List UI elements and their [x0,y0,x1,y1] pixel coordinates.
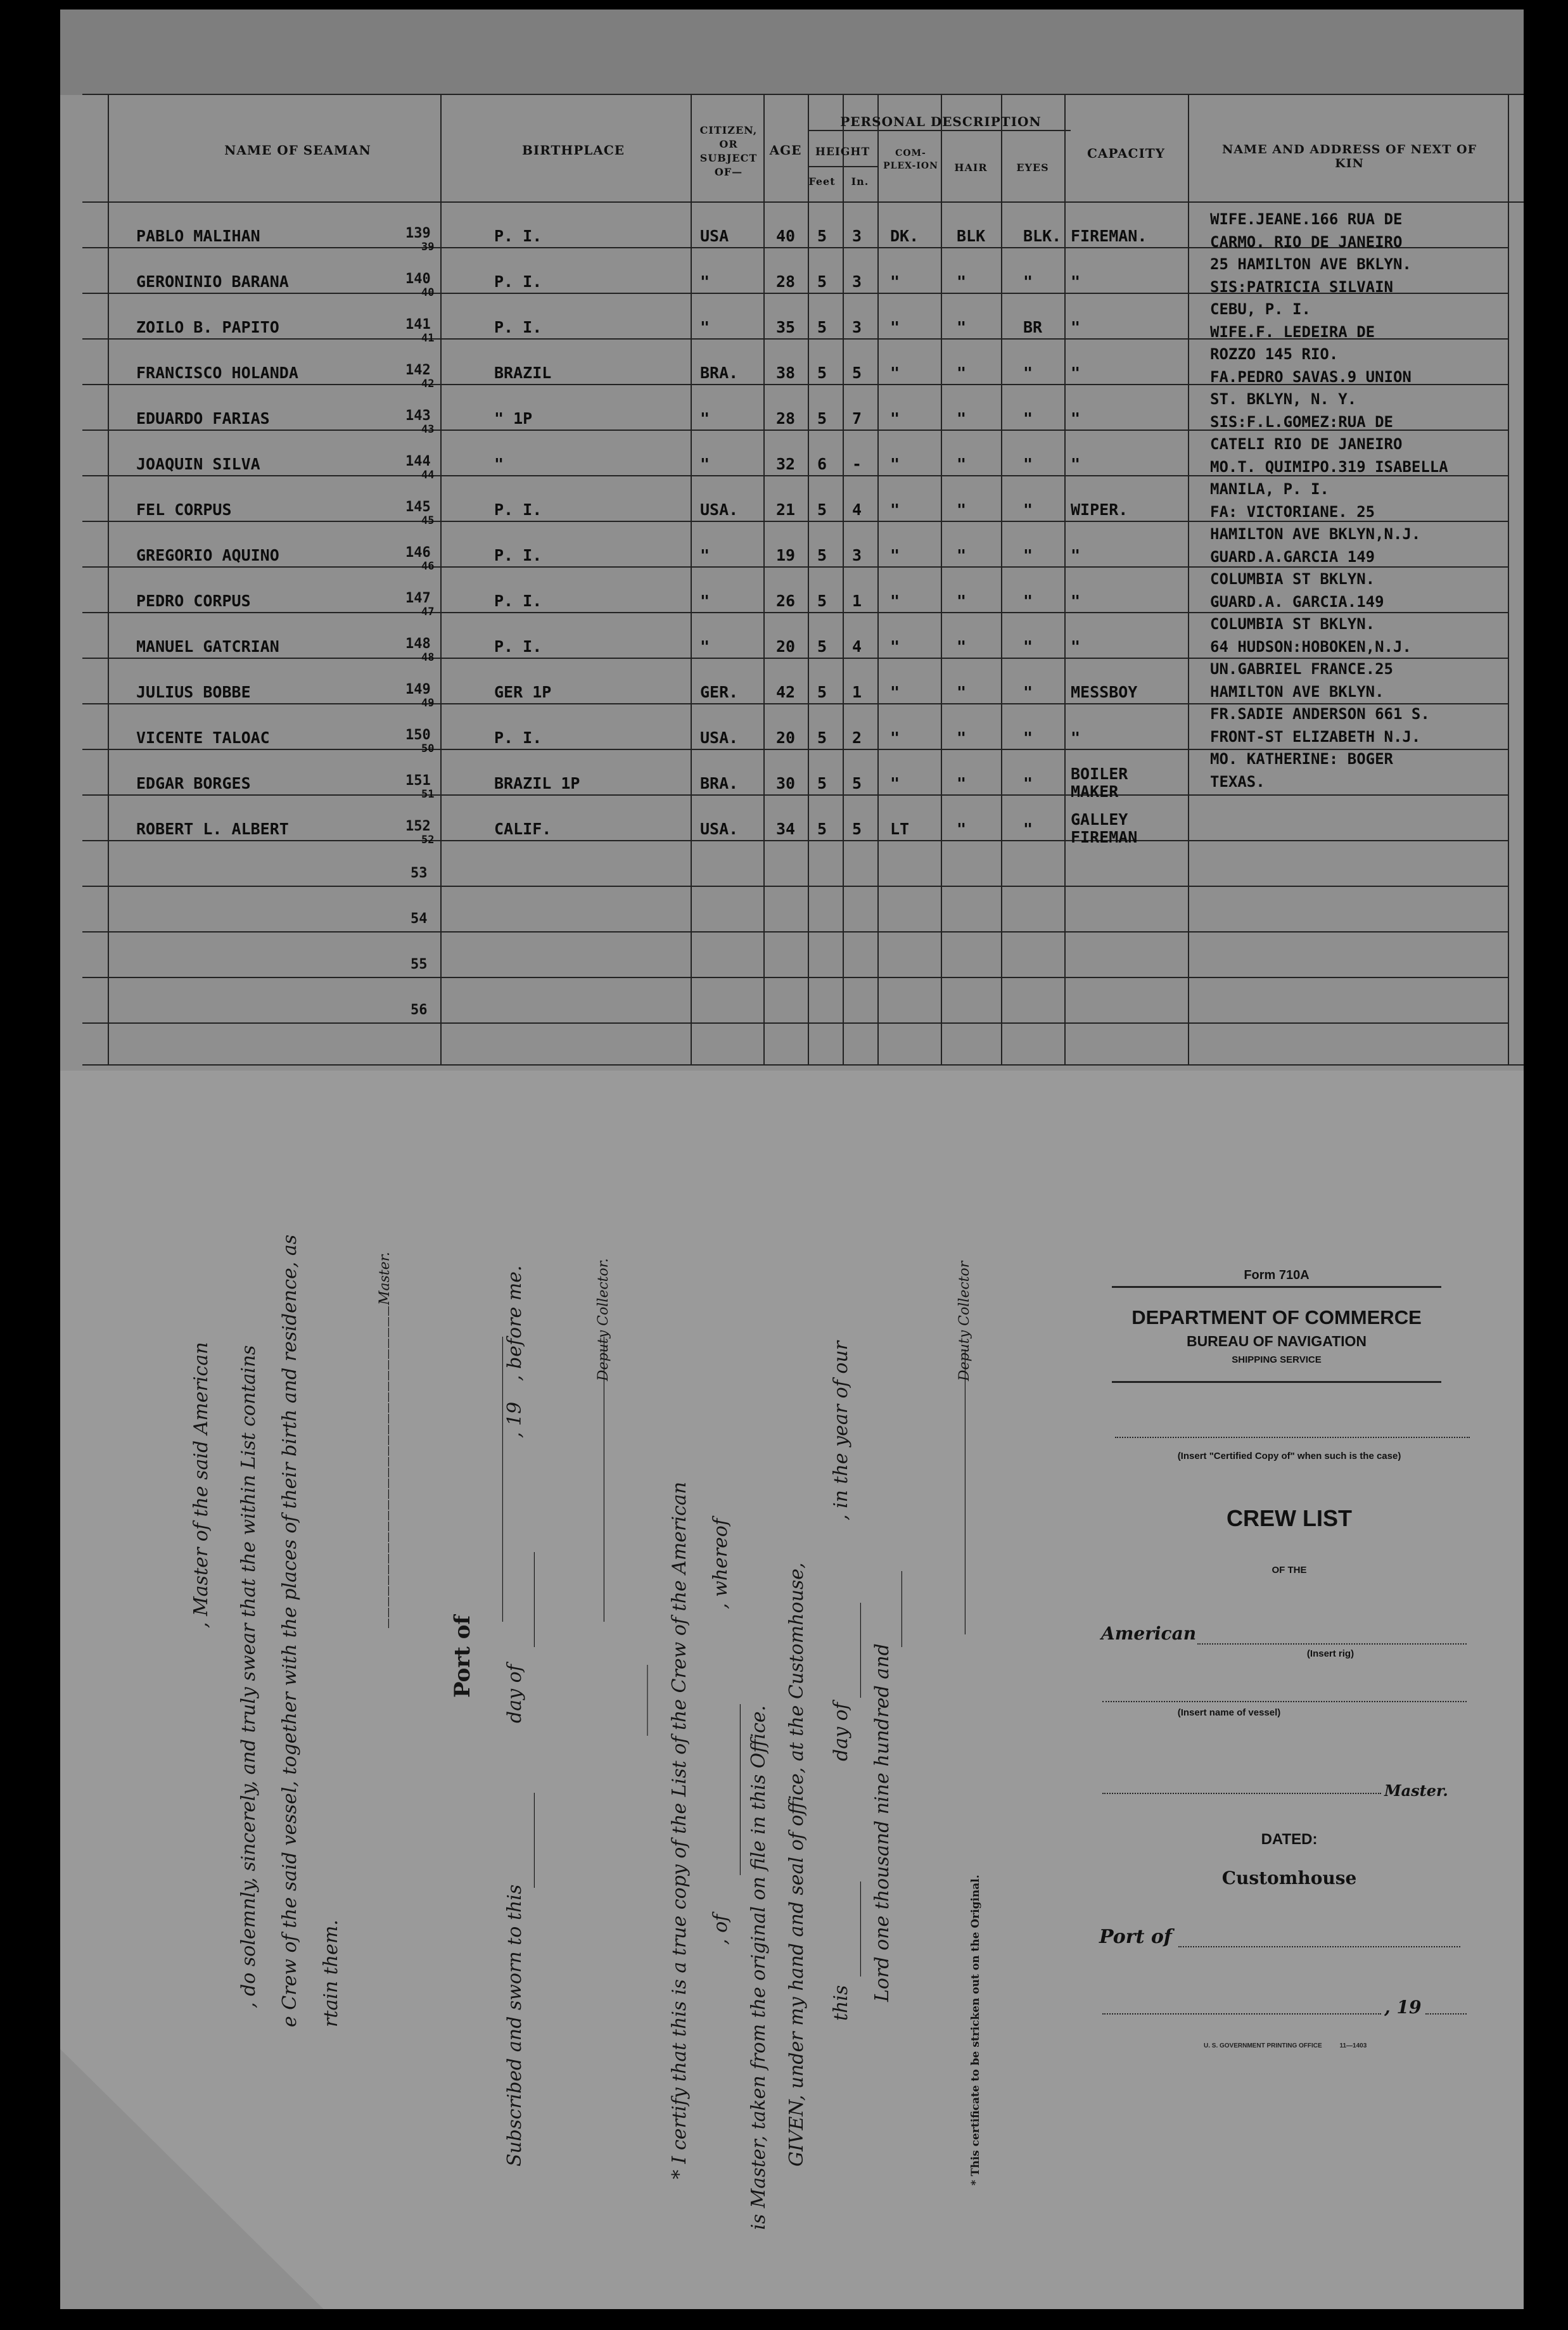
next-of-kin-line: GUARD.A.GARCIA 149 [1210,547,1375,566]
certify-of: , of [710,1914,732,1945]
header-inches: In. [851,175,869,188]
table-rule [1508,94,1509,1066]
citizenship: " [700,592,710,610]
birthplace: GER 1P [494,683,552,701]
table-rule [763,94,765,1066]
insert-certified-note: (Insert "Certified Copy of" when such is the case) [1177,1451,1401,1461]
hair: " [957,546,967,564]
height-feet: 5 [817,364,827,382]
next-of-kin-line: 25 HAMILTON AVE BKLYN. [1210,255,1412,273]
service-title: SHIPPING SERVICE [1232,1354,1322,1365]
certify-master-taken: is Master, taken from the original on file in this Office. [748,1705,770,2230]
next-of-kin-line: WIFE.F. LEDEIRA DE [1210,322,1375,341]
header-birthplace: BIRTHPLACE [521,143,625,158]
nineteen-label: , 19 [1384,1997,1422,2018]
row-number: 148 [405,636,431,652]
next-of-kin-line: FR.SADIE ANDERSON 661 S. [1210,705,1430,723]
certify-blank-month: __________ [839,1603,862,1698]
row-number-sub: 39 [421,241,435,253]
citizenship: USA. [700,729,739,747]
height-inches: 3 [852,227,862,245]
age: 26 [776,592,796,610]
height-inches: 4 [852,637,862,656]
row-number-sub: 42 [421,378,435,390]
form-number: Form 710A [1244,1268,1310,1282]
row-number-sub: 50 [421,742,435,755]
capacity: " [1071,637,1081,656]
seaman-name: GREGORIO AQUINO [136,546,279,564]
header-next-of-kin: NAME AND ADDRESS OF NEXT OF KIN [1221,143,1477,170]
capacity: " [1071,272,1081,291]
seaman-name: FEL CORPUS [136,500,232,519]
table-rule [1001,94,1002,1066]
next-of-kin-line: SIS:F.L.GOMEZ:RUA DE [1210,412,1393,431]
citizenship: USA [700,227,729,245]
next-of-kin-line: FA: VICTORIANE. 25 [1210,502,1375,521]
oath-blank-month: __________ [513,1552,535,1647]
date-blank[interactable] [1102,2013,1381,2015]
table-rule [82,201,1524,203]
seaman-name: VICENTE TALOAC [136,729,270,747]
row-number: 145 [405,499,431,515]
height-inches: 5 [852,820,862,838]
eyes: " [1023,637,1033,656]
next-of-kin-line: GUARD.A. GARCIA.149 [1210,592,1384,611]
certify-blank-of: __________________ [719,1704,741,1875]
citizenship: BRA. [700,364,739,382]
age: 28 [776,272,796,291]
oath-divider: ________ [627,1665,648,1736]
age: 19 [776,546,796,564]
certify-blank-deputy: ______________________________ [944,1349,966,1634]
eyes: " [1023,820,1033,838]
table-rule [941,94,942,1066]
capacity: " [1071,409,1081,428]
next-of-kin-line: FA.PEDRO SAVAS.9 UNION [1210,367,1412,386]
certify-whereof: , whereof [710,1518,732,1609]
hair: " [957,592,967,610]
eyes: " [1023,592,1033,610]
age: 32 [776,455,796,473]
birthplace: BRAZIL [494,364,552,382]
eyes: " [1023,774,1033,793]
row-number: 147 [405,590,431,606]
next-of-kin-line: MANILA, P. I. [1210,480,1329,498]
next-of-kin-line: COLUMBIA ST BKLYN. [1210,615,1375,633]
seaman-name: EDUARDO FARIAS [136,409,270,428]
age: 34 [776,820,796,838]
height-feet: 6 [817,455,827,473]
birthplace: P. I. [494,272,542,291]
height-inches: 5 [852,364,862,382]
table-rule [82,566,1508,568]
birthplace: P. I. [494,318,542,336]
birthplace: P. I. [494,637,542,656]
height-inches: 2 [852,729,862,747]
eyes: " [1023,546,1033,564]
complexion: " [890,409,900,428]
capacity: BOILER MAKER [1071,765,1128,801]
certify-given: GIVEN, under my hand and seal of office, at the Customhouse, [786,1562,808,2167]
birthplace: " [494,455,504,473]
height-feet: 5 [817,592,827,610]
service-rule [1112,1381,1441,1383]
header-citizen: CITIZEN, OR SUBJECT OF— [699,124,758,178]
height-feet: 5 [817,683,827,701]
next-of-kin-line: FRONT-ST ELIZABETH N.J. [1210,727,1421,746]
table-rule [82,977,1508,978]
oath-blank-deputy: ______________________________ [583,1337,605,1622]
oath-subscribed: Subscribed and sworn to this [504,1884,526,2167]
height-inches: 1 [852,592,862,610]
header-feet: Feet [808,175,836,188]
birthplace: P. I. [494,546,542,564]
oath-blank-day: __________ [513,1793,535,1888]
citizenship: " [700,318,710,336]
table-rule [82,94,1524,95]
height-inches: 5 [852,774,862,793]
next-of-kin-line: UN.GABRIEL FRANCE.25 [1210,660,1393,678]
seaman-name: ROBERT L. ALBERT [136,820,289,838]
height-inches: 4 [852,500,862,519]
next-of-kin-line: SIS:PATRICIA SILVAIN [1210,277,1393,296]
dated-label: DATED: [1261,1831,1318,1848]
complexion: " [890,318,900,336]
next-of-kin-line: HAMILTON AVE BKLYN,N.J. [1210,525,1421,543]
citizenship: " [700,272,710,291]
age: 38 [776,364,796,382]
american-label: American [1101,1623,1197,1644]
certify-blank-year: ________ [881,1571,903,1647]
table-rule [440,94,442,1066]
port-blank[interactable] [1178,1946,1460,1947]
table-rule [843,94,844,1066]
row-number: 152 [405,818,431,834]
table-rule [1188,94,1189,1066]
height-feet: 5 [817,318,827,336]
row-number: 141 [405,317,431,333]
capacity: " [1071,546,1081,564]
complexion: " [890,455,900,473]
complexion: " [890,500,900,519]
next-of-kin-line: CARMO. RIO DE JANEIRO [1210,232,1403,251]
table-rule [82,931,1508,933]
eyes: " [1023,683,1033,701]
next-of-kin-line: WIFE.JEANE.166 RUA DE [1210,210,1403,228]
header-eyes: EYES [1016,162,1049,174]
hair: " [957,683,967,701]
row-number: 56 [411,1002,428,1018]
row-number: 55 [411,957,428,972]
table-rule [1064,94,1066,1066]
next-of-kin-line: ST. BKLYN, N. Y. [1210,390,1357,408]
complexion: " [890,592,900,610]
capacity: FIREMAN. [1071,227,1147,245]
seaman-name: JOAQUIN SILVA [136,455,260,473]
age: 42 [776,683,796,701]
row-number-sub: 41 [421,332,435,345]
seaman-name: PEDRO CORPUS [136,592,251,610]
insert-vessel-note: (Insert name of vessel) [1177,1707,1281,1718]
row-number: 143 [405,408,431,424]
table-rule [877,94,879,1066]
seaman-name: PABLO MALIHAN [136,227,260,245]
row-number: 146 [405,545,431,561]
table-rule [808,94,809,1066]
capacity: " [1071,455,1081,473]
next-of-kin-line: CATELI RIO DE JANEIRO [1210,435,1403,453]
table-rule [82,521,1508,522]
table-rule [808,130,1071,131]
of-the-label: OF THE [1272,1565,1307,1576]
oath-before-me: , before me. [504,1265,526,1381]
insert-rig-note: (Insert rig) [1306,1648,1354,1659]
header-personal-description: PERSONAL DESCRIPTION [840,114,1042,129]
oath-line-1: , Master of the said American [190,1342,212,1628]
birthplace: P. I. [494,729,542,747]
next-of-kin-line: MO.T. QUIMIPO.319 ISABELLA [1210,457,1448,476]
capacity: " [1071,364,1081,382]
citizenship: GER. [700,683,739,701]
citizenship: " [700,455,710,473]
eyes: " [1023,364,1033,382]
row-number-sub: 48 [421,651,435,664]
certify-blank-this: __________ [839,1881,862,1977]
customhouse-label: Customhouse [1221,1868,1357,1888]
seaman-name: GERONINIO BARANA [136,272,289,291]
height-feet: 5 [817,500,827,519]
height-feet: 5 [817,774,827,793]
citizenship: " [700,637,710,656]
eyes: " [1023,272,1033,291]
capacity: WIPER. [1071,500,1128,519]
seaman-name: MANUEL GATCRIAN [136,637,279,656]
hair: BLK [957,227,986,245]
hair: " [957,272,967,291]
oath-line-4: rtain them. [320,1919,342,2027]
row-number-sub: 45 [421,514,435,527]
capacity: GALLEY FIREMAN [1071,810,1138,846]
table-rule [108,94,109,1066]
table-rule [82,612,1508,613]
master-blank[interactable] [1102,1793,1381,1794]
birthplace: " 1P [494,409,533,428]
eyes: " [1023,500,1033,519]
certify-in-year: , in the year of our [830,1340,852,1520]
citizenship: BRA. [700,774,739,793]
hair: " [957,364,967,382]
certify-line: * I certify that this is a true copy of the List of the Crew of the American [668,1481,691,2179]
table-rule [691,94,692,1066]
height-feet: 5 [817,227,827,245]
age: 20 [776,637,796,656]
complexion: " [890,637,900,656]
table-rule [82,703,1508,704]
height-inches: 3 [852,318,862,336]
age: 30 [776,774,796,793]
table-rule [82,1022,1508,1024]
capacity: " [1071,729,1081,747]
oath-master-label: Master. [377,1252,393,1305]
header-capacity: CAPACITY [1087,146,1165,161]
rig-blank[interactable] [1197,1643,1467,1645]
next-of-kin-line: TEXAS. [1210,772,1265,791]
row-number: 140 [405,271,431,287]
seaman-name: EDGAR BORGES [136,774,251,793]
hair: " [957,729,967,747]
capacity: MESSBOY [1071,683,1138,701]
row-number: 144 [405,454,431,469]
seaman-name: JULIUS BOBBE [136,683,251,701]
next-of-kin-line: CEBU, P. I. [1210,300,1311,318]
eyes: BLK. [1023,227,1062,245]
complexion: " [890,272,900,291]
height-inches: 3 [852,272,862,291]
eyes: " [1023,729,1033,747]
row-number-sub: 51 [421,788,435,801]
row-number: 142 [405,362,431,378]
table-rule [82,840,1508,841]
citizenship: " [700,409,710,428]
header-age: AGE [769,143,802,158]
complexion: " [890,774,900,793]
age: 35 [776,318,796,336]
oath-day-of: day of [504,1664,526,1723]
height-inches: 7 [852,409,862,428]
oath-line-2: , do solemnly, sincerely, and truly swear that the within List contains [238,1345,260,2008]
birthplace: P. I. [494,592,542,610]
printing-office-note: U. S. GOVERNMENT PRINTING OFFICE 11—1403 [1204,2042,1367,2049]
header-complexion: COM-PLEX-ION [883,148,938,171]
height-feet: 5 [817,820,827,838]
height-inches: 3 [852,546,862,564]
citizenship: USA. [700,820,739,838]
department-title: DEPARTMENT OF COMMERCE [1131,1306,1422,1328]
eyes: BR [1023,318,1043,336]
vessel-blank[interactable] [1102,1701,1467,1702]
oath-blank-master: ______________________________ [367,1305,390,1628]
hair: " [957,409,967,428]
certify-day-of: day of [830,1702,852,1761]
height-feet: 5 [817,729,827,747]
height-inches: 1 [852,683,862,701]
row-number-sub: 49 [421,697,435,710]
header-name: NAME OF SEAMAN [224,143,371,158]
row-number: 54 [411,911,428,927]
citizenship: USA. [700,500,739,519]
bureau-title: BUREAU OF NAVIGATION [1186,1333,1367,1349]
row-number-sub: 52 [421,834,435,846]
row-number-sub: 43 [421,423,435,436]
row-number-sub: 44 [421,469,435,481]
birthplace: P. I. [494,227,542,245]
complexion: LT [890,820,910,838]
height-inches: - [852,455,862,473]
seaman-name: ZOILO B. PAPITO [136,318,279,336]
certify-footnote: * This certificate to be stricken out on the Original. [969,1875,982,2186]
complexion: DK. [890,227,919,245]
birthplace: P. I. [494,500,542,519]
year-blank[interactable] [1425,2013,1467,2015]
header-hair: HAIR [954,162,988,174]
table-rule [82,794,1508,796]
hair: " [957,637,967,656]
row-number: 139 [405,226,431,241]
certify-this: this [830,1985,852,2021]
hair: " [957,500,967,519]
next-of-kin-line: MO. KATHERINE: BOGER [1210,750,1393,768]
hair: " [957,455,967,473]
row-number: 53 [411,865,428,881]
capacity: " [1071,318,1081,336]
complexion: " [890,683,900,701]
height-feet: 5 [817,637,827,656]
oath-deputy-collector: Deputy Collector. [596,1258,611,1381]
complexion: " [890,546,900,564]
hair: " [957,774,967,793]
oath-blank-port: ______________________________ [481,1337,504,1622]
table-rule [82,886,1508,887]
top-margin-band [60,10,1524,95]
complexion: " [890,729,900,747]
age: 20 [776,729,796,747]
age: 28 [776,409,796,428]
hair: " [957,318,967,336]
row-number-sub: 40 [421,286,435,299]
height-feet: 5 [817,272,827,291]
row-number-sub: 47 [421,606,435,618]
complexion: " [890,364,900,382]
capacity: " [1071,592,1081,610]
row-number-sub: 46 [421,560,435,573]
certified-blank [1115,1437,1470,1438]
eyes: " [1023,409,1033,428]
height-feet: 5 [817,546,827,564]
crew-list-title: CREW LIST [1227,1505,1352,1531]
birthplace: CALIF. [494,820,552,838]
form-rule [1112,1286,1441,1288]
age: 21 [776,500,796,519]
row-number: 150 [405,727,431,743]
certify-deputy-collector: Deputy Collector [957,1261,972,1381]
table-rule [82,1064,1524,1066]
age: 40 [776,227,796,245]
birthplace: BRAZIL 1P [494,774,580,793]
row-number: 151 [405,773,431,789]
port-of-label: Port of [1099,1926,1172,1948]
eyes: " [1023,455,1033,473]
seaman-name: FRANCISCO HOLANDA [136,364,298,382]
hair: " [957,820,967,838]
next-of-kin-line: HAMILTON AVE BKLYN. [1210,682,1384,701]
row-number: 149 [405,682,431,697]
header-height: HEIGHT [815,146,870,158]
height-feet: 5 [817,409,827,428]
certify-lord: Lord one thousand nine hundred and [871,1643,893,2002]
table-rule [82,658,1508,659]
citizenship: " [700,546,710,564]
next-of-kin-line: COLUMBIA ST BKLYN. [1210,570,1375,588]
next-of-kin-line: ROZZO 145 RIO. [1210,345,1339,363]
master-label: Master. [1384,1781,1448,1800]
oath-port-of: Port of [450,1615,475,1698]
oath-line-3: e Crew of the said vessel, together with the places of their birth and residence, as [279,1234,301,2027]
next-of-kin-line: 64 HUDSON:HOBOKEN,N.J. [1210,637,1412,656]
oath-nineteen: , 19 [504,1401,526,1438]
